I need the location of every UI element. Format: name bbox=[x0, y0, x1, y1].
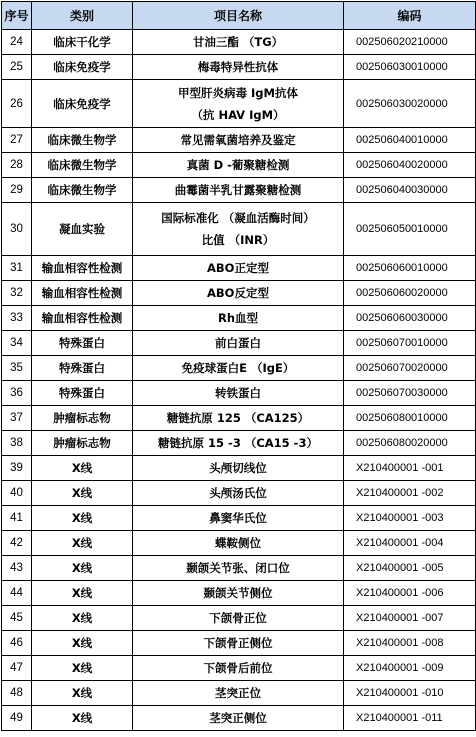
item-name-line: 颞颌关节侧位 bbox=[203, 586, 273, 600]
item-name-line: 糖链抗原 125 （CA125） bbox=[166, 411, 310, 425]
row-category: 临床微生物学 bbox=[32, 128, 133, 153]
row-code: X210400001 -004 bbox=[344, 531, 476, 556]
row-number: 26 bbox=[2, 80, 32, 128]
row-code: 002506030020000 bbox=[344, 80, 476, 128]
table-row bbox=[2, 706, 476, 731]
row-number: 29 bbox=[2, 178, 32, 203]
row-item-name bbox=[133, 306, 344, 331]
row-number: 36 bbox=[2, 381, 32, 406]
row-code: 002506070020000 bbox=[344, 356, 476, 381]
row-item-name bbox=[133, 153, 344, 178]
table-row bbox=[2, 203, 476, 256]
row-item-name bbox=[133, 203, 344, 256]
row-code: 002506040020000 bbox=[344, 153, 476, 178]
row-number: 28 bbox=[2, 153, 32, 178]
row-number: 40 bbox=[2, 481, 32, 506]
row-category: 输血相容性检测 bbox=[32, 281, 133, 306]
row-code: 002506070030000 bbox=[344, 381, 476, 406]
row-item-name bbox=[133, 706, 344, 731]
row-number: 25 bbox=[2, 55, 32, 80]
row-item-name bbox=[133, 381, 344, 406]
row-item-name bbox=[133, 55, 344, 80]
row-category: X线 bbox=[32, 531, 133, 556]
item-name-line: 糖链抗原 15 -3 （CA15 -3） bbox=[158, 436, 318, 450]
row-item-name bbox=[133, 406, 344, 431]
table-row bbox=[2, 681, 476, 706]
item-name-line: ABO正定型 bbox=[207, 261, 269, 275]
row-item-name bbox=[133, 506, 344, 531]
table-row bbox=[2, 356, 476, 381]
row-category: X线 bbox=[32, 506, 133, 531]
row-item-name bbox=[133, 30, 344, 55]
header-num: 序号 bbox=[2, 2, 32, 30]
table-row bbox=[2, 331, 476, 356]
item-name-line: Rh血型 bbox=[217, 311, 259, 325]
row-code: X210400001 -010 bbox=[344, 681, 476, 706]
table-row bbox=[2, 30, 476, 55]
row-item-name bbox=[133, 556, 344, 581]
row-category: X线 bbox=[32, 556, 133, 581]
row-code: X210400001 -005 bbox=[344, 556, 476, 581]
row-number: 44 bbox=[2, 581, 32, 606]
table-row bbox=[2, 556, 476, 581]
row-category: 输血相容性检测 bbox=[32, 256, 133, 281]
table-row bbox=[2, 431, 476, 456]
row-code: X210400001 -007 bbox=[344, 606, 476, 631]
row-number: 47 bbox=[2, 656, 32, 681]
row-category: X线 bbox=[32, 631, 133, 656]
row-code: 002506020210000 bbox=[344, 30, 476, 55]
row-number: 30 bbox=[2, 203, 32, 256]
row-category: 临床免疫学 bbox=[32, 55, 133, 80]
table-header-row bbox=[2, 2, 476, 30]
item-name-line: 头颅切线位 bbox=[209, 461, 267, 475]
row-number: 42 bbox=[2, 531, 32, 556]
table-row bbox=[2, 178, 476, 203]
row-category: 肿瘤标志物 bbox=[32, 406, 133, 431]
row-item-name bbox=[133, 128, 344, 153]
item-name-line: 鼻窦华氏位 bbox=[209, 511, 267, 525]
row-item-name bbox=[133, 256, 344, 281]
row-category: X线 bbox=[32, 681, 133, 706]
row-category: X线 bbox=[32, 706, 133, 731]
row-category: X线 bbox=[32, 606, 133, 631]
row-item-name bbox=[133, 331, 344, 356]
row-code: 002506060010000 bbox=[344, 256, 476, 281]
row-category: X线 bbox=[32, 456, 133, 481]
row-category: 临床免疫学 bbox=[32, 80, 133, 128]
row-code: X210400001 -009 bbox=[344, 656, 476, 681]
row-number: 46 bbox=[2, 631, 32, 656]
row-number: 38 bbox=[2, 431, 32, 456]
item-name-line: （抗 HAV IgM） bbox=[191, 107, 285, 122]
row-category: X线 bbox=[32, 581, 133, 606]
row-code: 002506060030000 bbox=[344, 306, 476, 331]
item-name-line: 比值 （INR） bbox=[201, 233, 275, 247]
item-name-line: ABO反定型 bbox=[207, 286, 269, 300]
row-category: 特殊蛋白 bbox=[32, 381, 133, 406]
row-number: 24 bbox=[2, 30, 32, 55]
table-row bbox=[2, 656, 476, 681]
row-item-name bbox=[133, 178, 344, 203]
row-item-name bbox=[133, 681, 344, 706]
row-category: 临床微生物学 bbox=[32, 153, 133, 178]
row-item-name bbox=[133, 631, 344, 656]
row-category: 特殊蛋白 bbox=[32, 331, 133, 356]
row-category: X线 bbox=[32, 481, 133, 506]
row-code: X210400001 -011 bbox=[344, 706, 476, 731]
table-row bbox=[2, 153, 476, 178]
row-number: 41 bbox=[2, 506, 32, 531]
row-number: 48 bbox=[2, 681, 32, 706]
items-table bbox=[1, 1, 476, 731]
table-row bbox=[2, 531, 476, 556]
row-item-name bbox=[133, 281, 344, 306]
row-code: X210400001 -001 bbox=[344, 456, 476, 481]
item-name-line: 甘油三酯 （TG） bbox=[192, 35, 284, 49]
row-number: 34 bbox=[2, 331, 32, 356]
row-number: 37 bbox=[2, 406, 32, 431]
row-number: 32 bbox=[2, 281, 32, 306]
row-item-name bbox=[133, 356, 344, 381]
table-row bbox=[2, 381, 476, 406]
row-item-name bbox=[133, 431, 344, 456]
row-code: 002506030010000 bbox=[344, 55, 476, 80]
row-code: 002506060020000 bbox=[344, 281, 476, 306]
item-name-line: 国际标准化 （凝血活酶时间） bbox=[161, 211, 315, 225]
table-row bbox=[2, 80, 476, 128]
table-row bbox=[2, 506, 476, 531]
table-row bbox=[2, 406, 476, 431]
row-code: 002506070010000 bbox=[344, 331, 476, 356]
item-name-line: 前白蛋白 bbox=[215, 336, 261, 350]
table-row bbox=[2, 606, 476, 631]
row-code: 002506080020000 bbox=[344, 431, 476, 456]
table-row bbox=[2, 481, 476, 506]
item-name-line: 免疫球蛋白E （IgE） bbox=[181, 361, 295, 375]
row-number: 43 bbox=[2, 556, 32, 581]
header-name: 项目名称 bbox=[133, 2, 344, 30]
item-name-line: 真菌 D -葡聚糖检测 bbox=[186, 158, 290, 172]
row-item-name bbox=[133, 581, 344, 606]
table-row bbox=[2, 456, 476, 481]
table-row bbox=[2, 631, 476, 656]
row-item-name bbox=[133, 481, 344, 506]
item-name-line: 茎突正位 bbox=[215, 686, 261, 700]
table-row bbox=[2, 581, 476, 606]
row-category: 肿瘤标志物 bbox=[32, 431, 133, 456]
table-row bbox=[2, 128, 476, 153]
row-code: X210400001 -002 bbox=[344, 481, 476, 506]
row-category: 凝血实验 bbox=[32, 203, 133, 256]
item-name-line: 下颌骨正位 bbox=[209, 611, 267, 625]
item-name-line: 甲型肝炎病毒 IgM抗体 bbox=[178, 85, 298, 100]
item-name-line: 曲霉菌半乳甘露聚糖检测 bbox=[174, 183, 302, 197]
row-number: 39 bbox=[2, 456, 32, 481]
row-number: 33 bbox=[2, 306, 32, 331]
item-name-line: 头颅汤氏位 bbox=[209, 486, 267, 500]
item-name-line: 转铁蛋白 bbox=[215, 386, 261, 400]
row-item-name bbox=[133, 80, 344, 128]
row-code: 002506050010000 bbox=[344, 203, 476, 256]
row-number: 27 bbox=[2, 128, 32, 153]
item-name-line: 蝶鞍侧位 bbox=[215, 536, 261, 550]
item-name-line: 常见需氧菌培养及鉴定 bbox=[180, 133, 296, 147]
item-name-line: 颞颌关节张、闭口位 bbox=[186, 561, 290, 575]
item-name-line: 茎突正侧位 bbox=[209, 711, 267, 725]
table-row bbox=[2, 55, 476, 80]
row-number: 35 bbox=[2, 356, 32, 381]
header-code: 编码 bbox=[344, 2, 476, 30]
row-item-name bbox=[133, 606, 344, 631]
row-item-name bbox=[133, 456, 344, 481]
row-code: 002506040010000 bbox=[344, 128, 476, 153]
row-code: 002506040030000 bbox=[344, 178, 476, 203]
row-number: 49 bbox=[2, 706, 32, 731]
row-category: X线 bbox=[32, 656, 133, 681]
row-category: 临床干化学 bbox=[32, 30, 133, 55]
item-name-line: 梅毒特异性抗体 bbox=[197, 60, 279, 74]
row-item-name bbox=[133, 656, 344, 681]
table-body bbox=[2, 30, 476, 731]
row-number: 31 bbox=[2, 256, 32, 281]
table-row bbox=[2, 256, 476, 281]
row-code: X210400001 -003 bbox=[344, 506, 476, 531]
row-code: X210400001 -008 bbox=[344, 631, 476, 656]
row-category: 输血相容性检测 bbox=[32, 306, 133, 331]
row-item-name bbox=[133, 531, 344, 556]
row-number: 45 bbox=[2, 606, 32, 631]
item-name-line: 下颌骨后前位 bbox=[203, 661, 273, 675]
row-code: 002506080010000 bbox=[344, 406, 476, 431]
row-category: 特殊蛋白 bbox=[32, 356, 133, 381]
table-row bbox=[2, 281, 476, 306]
row-code: X210400001 -006 bbox=[344, 581, 476, 606]
header-category: 类别 bbox=[32, 2, 133, 30]
table-row bbox=[2, 306, 476, 331]
row-category: 临床微生物学 bbox=[32, 178, 133, 203]
item-name-line: 下颌骨正侧位 bbox=[203, 636, 273, 650]
